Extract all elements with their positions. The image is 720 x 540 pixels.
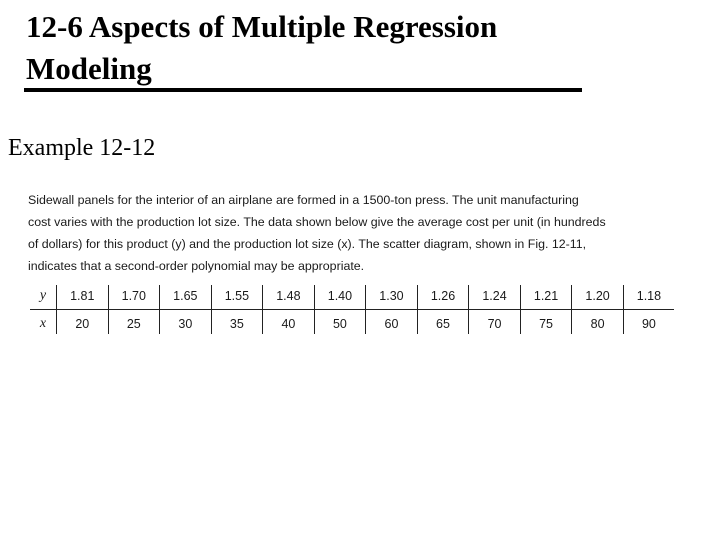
slide-title bbox=[26, 6, 586, 90]
example-heading: Example 12-12 bbox=[8, 135, 156, 161]
x-cell: 30 bbox=[160, 310, 212, 335]
y-cell: 1.26 bbox=[417, 285, 469, 310]
slide-title-line-1: 12-6 Aspects of Multiple Regression bbox=[26, 9, 498, 44]
problem-line-4: indicates that a second-order polynomial may be appropriate. bbox=[28, 259, 365, 273]
x-cell: 60 bbox=[366, 310, 418, 335]
y-label: y bbox=[30, 285, 57, 310]
slide-title-line-2: Modeling bbox=[26, 51, 152, 86]
y-cell: 1.40 bbox=[314, 285, 366, 310]
x-cell: 70 bbox=[469, 310, 521, 335]
y-cell: 1.20 bbox=[572, 285, 624, 310]
y-cell: 1.55 bbox=[211, 285, 263, 310]
problem-line-1: Sidewall panels for the interior of an airplane are formed in a 1500-ton press. The unit manufacturing bbox=[28, 193, 579, 207]
table-row-y bbox=[30, 285, 674, 310]
problem-paragraph bbox=[28, 189, 676, 277]
x-cell: 90 bbox=[623, 310, 674, 335]
y-cell: 1.81 bbox=[57, 285, 109, 310]
table-row-x bbox=[30, 310, 674, 335]
x-cell: 75 bbox=[520, 310, 572, 335]
y-cell: 1.30 bbox=[366, 285, 418, 310]
x-cell: 25 bbox=[108, 310, 160, 335]
y-cell: 1.24 bbox=[469, 285, 521, 310]
x-cell: 35 bbox=[211, 310, 263, 335]
x-label: x bbox=[39, 315, 47, 331]
x-cell: 40 bbox=[263, 310, 315, 335]
title-underline bbox=[24, 88, 582, 92]
y-cell: 1.21 bbox=[520, 285, 572, 310]
data-table bbox=[30, 285, 674, 334]
x-cell: 65 bbox=[417, 310, 469, 335]
x-cell: 20 bbox=[57, 310, 109, 335]
y-cell: 1.18 bbox=[623, 285, 674, 310]
x-cell: 80 bbox=[572, 310, 624, 335]
y-cell: 1.70 bbox=[108, 285, 160, 310]
problem-line-3: of dollars) for this product (y) and the production lot size (x). The scatter diagram, shown in Fig. 12-11, bbox=[28, 237, 587, 251]
x-cell: 50 bbox=[314, 310, 366, 335]
problem-line-2: cost varies with the production lot size. The data shown below give the average cost per unit (in hundreds bbox=[28, 215, 606, 229]
y-cell: 1.65 bbox=[160, 285, 212, 310]
y-cell: 1.48 bbox=[263, 285, 315, 310]
